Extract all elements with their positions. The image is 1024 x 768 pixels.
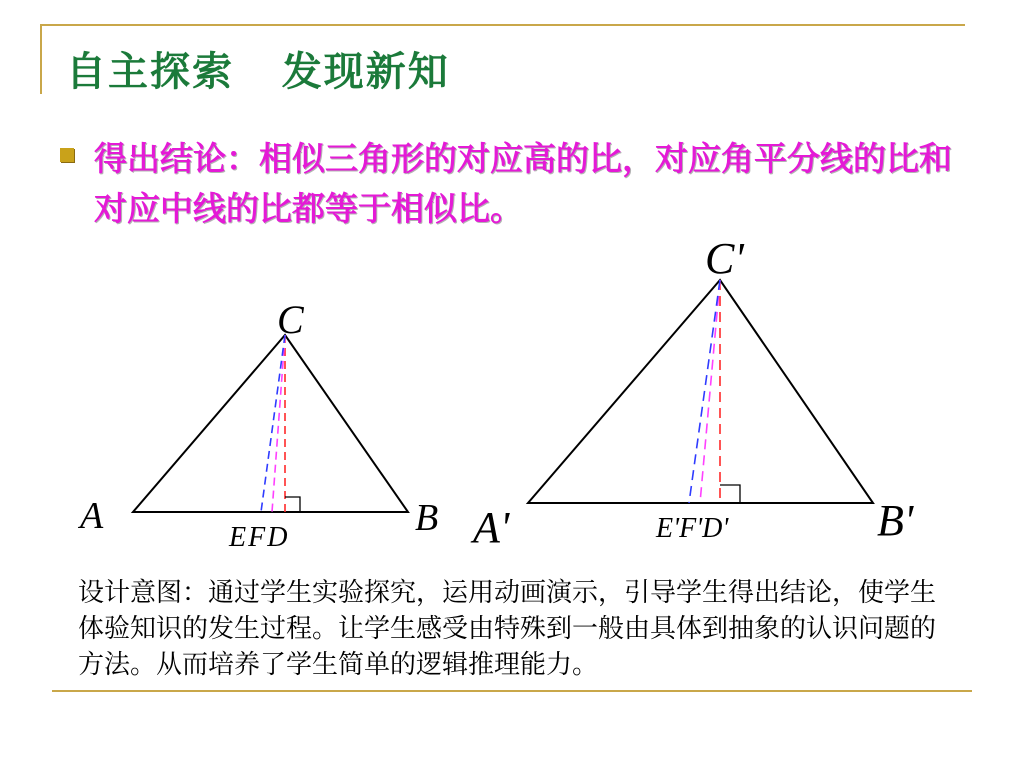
label-A-prime: A' <box>473 503 510 552</box>
conclusion-text: 得出结论：相似三角形的对应高的比，对应角平分线的比和对应中线的比都等于相似比。 <box>94 139 952 228</box>
large-right-angle-mark <box>720 485 740 503</box>
label-B: B <box>415 497 439 539</box>
small-triangle-outline <box>133 335 408 512</box>
large-angle-bisector <box>700 280 720 503</box>
large-triangle <box>470 234 915 552</box>
large-median <box>689 280 720 503</box>
label-C: C <box>277 297 304 342</box>
label-B-prime: B' <box>877 496 914 545</box>
small-median <box>261 335 285 512</box>
small-right-angle-mark <box>285 497 300 512</box>
small-angle-bisector <box>272 335 285 512</box>
large-triangle-outline <box>528 280 873 503</box>
bottom-rule <box>52 690 972 692</box>
design-intent-note: 设计意图：通过学生实验探究，运用动画演示，引导学生得出结论，使学生体验知识的发生过程。让学生感受由特殊到一般由具体到抽象的认识问题的方法。从而培养了学生简单的逻辑推理能力。 <box>78 578 937 680</box>
label-C-prime: C' <box>705 234 744 283</box>
label-EFD: EFD <box>229 522 290 553</box>
label-A: A <box>80 495 104 537</box>
slide-title: 自主探索 发现新知 <box>66 49 450 95</box>
small-triangle <box>77 297 438 553</box>
label-EFD-prime: E'F'D' <box>656 513 729 544</box>
